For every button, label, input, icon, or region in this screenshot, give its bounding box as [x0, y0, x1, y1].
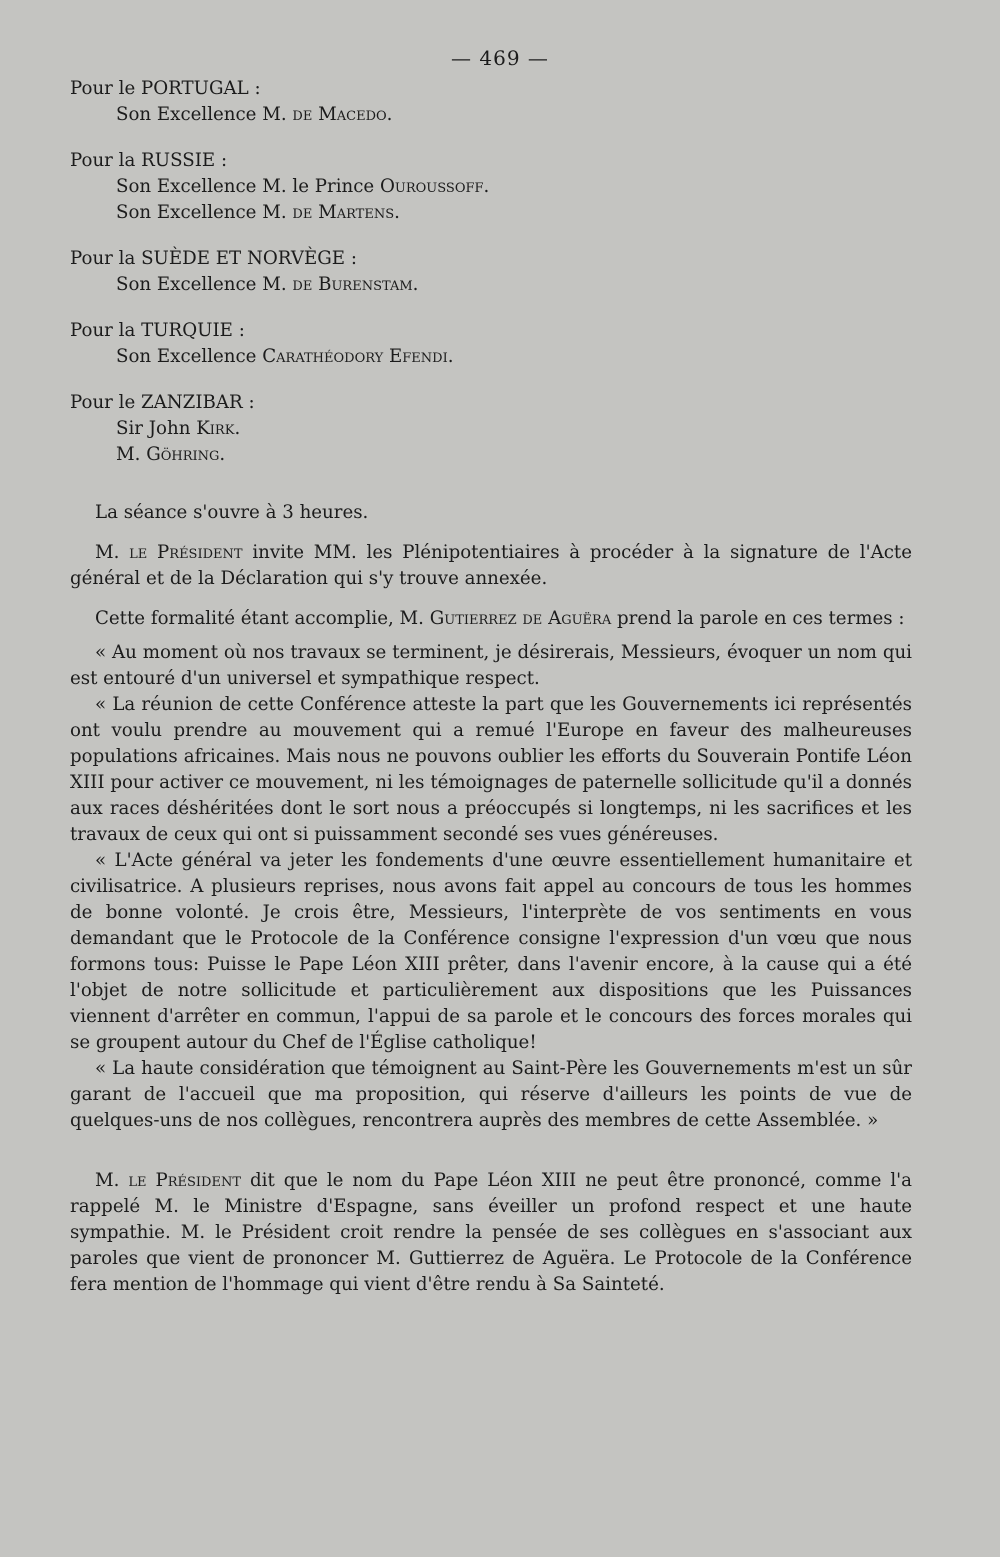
country-heading: Pour la RUSSIE :	[70, 150, 228, 171]
speech-paragraph: « Au moment où nos travaux se terminent, je désirerais, Messieurs, évoquer un nom qui est entouré d'un universel et sympathique respect.	[70, 642, 912, 689]
delegation-portugal	[70, 76, 912, 128]
delegate-line: Son Excellence M. de Macedo.	[116, 104, 393, 125]
country-heading: Pour la TURQUIE :	[70, 320, 245, 341]
aguera-intro-paragraph: Cette formalité étant accomplie, M. Gutierrez de Aguëra prend la parole en ces termes :	[95, 608, 905, 629]
delegate-line: Son Excellence M. de Burenstam.	[116, 274, 419, 295]
speech-paragraph: « La réunion de cette Conférence atteste la part que les Gouvernements ici représentés ont voulu prendre au mouvement qui a remué l'Europe en faveur des malheureuses populations africaines. Mais nous ne pouvons oublier les efforts du Souverain Pontife Léon XIII pour activer ce mouvement, ni les témoignages de paternelle sollicitude qu'il a donnés aux races déshéritées dont le sort nous a préoccupés si longtemps, ni les sacrifices et les travaux de ceux qui ont si puissamment secondé ses vues généreuses.	[70, 694, 912, 845]
president-paragraph: M. le Président invite MM. les Plénipotentiaires à procéder à la signature de l'Acte général et de la Déclaration qui s'y trouve annexée.	[70, 542, 912, 589]
page-number: — 469 —	[451, 46, 549, 70]
delegation-russie	[70, 148, 912, 226]
delegation-turquie	[70, 318, 912, 370]
country-heading: Pour la SUÈDE ET NORVÈGE :	[70, 248, 357, 269]
page-body	[70, 76, 912, 1298]
delegate-line: M. Göhring.	[116, 444, 226, 465]
delegate-line: Sir John Kirk.	[116, 418, 241, 439]
delegate-line: Son Excellence M. de Martens.	[116, 202, 400, 223]
president-response-paragraph: M. le Président dit que le nom du Pape Léon XIII ne peut être prononcé, comme l'a rappelé M. le Ministre d'Espagne, sans éveiller un profond respect et une haute sympathie. M. le Président croit rendre la pensée de ses collègues en s'associant aux paroles que vient de prononcer M. Guttierrez de Aguëra. Le Protocole de la Conférence fera mention de l'hommage qui vient d'être rendu à Sa Sainteté.	[70, 1170, 912, 1295]
speech-paragraph: « L'Acte général va jeter les fondements d'une œuvre essentiellement humanitaire et civilisatrice. A plusieurs reprises, nous avons fait appel au concours de tous les hommes de bonne volonté. Je crois être, Messieurs, l'interprète de vos sentiments en vous demandant que le Protocole de la Conférence consigne l'expression d'un vœu que nous formons tous: Puisse le Pape Léon XIII prêter, dans l'avenir encore, à la cause qui a été l'objet de notre sollicitude et particulièrement aux dispositions que les Puissances viennent d'arrêter en commun, l'appui de sa parole et le concours des forces morales qui se groupent autour du Chef de l'Église catholique!	[70, 850, 912, 1053]
delegate-line: Son Excellence M. le Prince Ouroussoff.	[116, 176, 490, 197]
speech-paragraph: « La haute considération que témoignent au Saint-Père les Gouvernements m'est un sûr garant de l'accueil que ma proposition, qui réserve d'ailleurs les points de vue de quelques-uns de nos collègues, rencontrera auprès des membres de cette Assemblée. »	[70, 1058, 912, 1131]
country-heading: Pour le PORTUGAL :	[70, 78, 261, 99]
delegation-suede-norvege	[70, 246, 912, 298]
delegate-line: Son Excellence Carathéodory Efendi.	[116, 346, 454, 367]
opening-sentence: La séance s'ouvre à 3 heures.	[95, 502, 369, 523]
country-heading: Pour le ZANZIBAR :	[70, 392, 255, 413]
delegation-zanzibar	[70, 390, 912, 468]
